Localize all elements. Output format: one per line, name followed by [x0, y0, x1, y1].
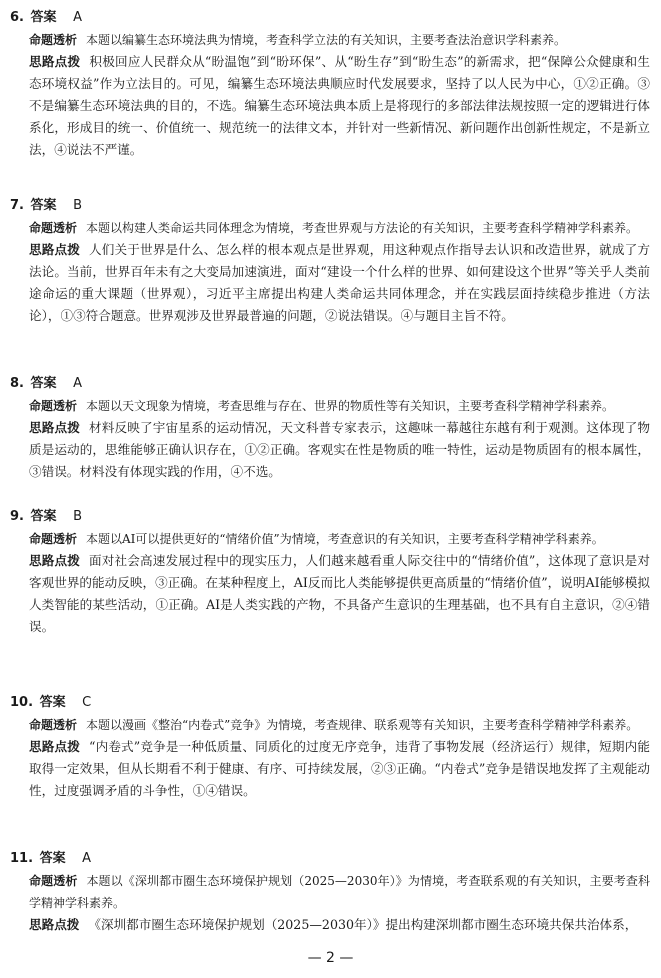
intro-paragraph: [29, 29, 650, 51]
intro-text: 本题以漫画《整治“内卷式”竞争》为情境，考查规律、联系观等有关知识，主要考查科学精神学科素养。: [86, 718, 639, 732]
question-number: 10.: [10, 695, 34, 710]
answer-letter: A: [82, 851, 92, 866]
answer-line: [10, 506, 650, 528]
intro-paragraph: [29, 528, 650, 550]
analysis-text: 面对社会高速发展过程中的现实压力，人们越来越看重人际交往中的“情绪价值”，这体现了意识是对客观世界的能动反映，③正确。在某种程度上，AI反而比人类能够提供更高质量的“情绪价值”，说明AI能够模拟人类智能的某些活动，①正确。AI是人类实践的产物，不具备产生意识的生理基础，也不具有自主意识，②④错误。: [29, 553, 650, 634]
question-number: 9.: [10, 509, 24, 524]
analysis-text: “内卷式”竞争是一种低质量、同质化的过度无序竞争，违背了事物发展（经济运行）规律，短期内能取得一定效果，但从长期看不利于健康、有序、可持续发展，②③正确。“内卷式”竞争是错误地发挥了主观能动性，过度强调矛盾的斗争性，①④错误。: [29, 739, 650, 798]
question-number: 7.: [10, 198, 24, 213]
answer-letter: C: [82, 695, 92, 710]
analysis-label: 思路点拨: [29, 54, 81, 69]
intro-paragraph: [29, 395, 650, 417]
intro-text: 本题以编纂生态环境法典为情境，考查科学立法的有关知识，主要考查法治意识学科素养。: [86, 33, 567, 47]
question-9: [10, 506, 650, 638]
intro-paragraph: [29, 217, 650, 239]
answer-label: 答案: [39, 695, 66, 710]
intro-paragraph: [29, 870, 650, 914]
analysis-paragraph: [29, 914, 650, 936]
analysis-label: 思路点拨: [29, 242, 81, 257]
analysis-text: 材料反映了宇宙星系的运动情况，天文科普专家表示，这趣味一幕越往东越有利于观测。这体现了物质是运动的，思维能够正确认识存在，①②正确。客观实在性是物质的唯一特性，运动是物质固有的根本属性，③错误。材料没有体现实践的作用，④不选。: [29, 420, 651, 479]
analysis-paragraph: [29, 550, 650, 638]
analysis-paragraph: [29, 239, 650, 327]
question-11: [10, 848, 650, 936]
question-number: 8.: [10, 376, 24, 391]
question-10: [10, 692, 650, 802]
answer-line: [10, 848, 650, 870]
intro-text: 本题以构建人类命运共同体理念为情境，考查世界观与方法论的有关知识，主要考查科学精神学科素养。: [86, 221, 639, 235]
question-8: [10, 373, 650, 483]
answer-label: 答案: [30, 198, 57, 213]
answer-line: [10, 195, 650, 217]
question-number: 6.: [10, 10, 24, 25]
intro-label: 命题透析: [29, 33, 78, 47]
intro-label: 命题透析: [29, 221, 78, 235]
analysis-paragraph: [29, 736, 650, 802]
answer-line: [10, 373, 650, 395]
intro-text: 本题以《深圳都市圈生态环境保护规划（2025—2030年）》为情境，考查联系观的有关知识，主要考查科学精神学科素养。: [29, 874, 650, 910]
intro-label: 命题透析: [29, 399, 78, 413]
answer-letter: B: [73, 198, 82, 213]
answer-line: [10, 7, 650, 29]
answer-letter: A: [73, 376, 82, 391]
answer-line: [10, 692, 650, 714]
intro-label: 命题透析: [29, 718, 78, 732]
analysis-label: 思路点拨: [29, 420, 81, 435]
analysis-text: 《深圳都市圈生态环境保护规划（2025—2030年）》提出构建深圳都市圈生态环境共保共治体系，: [88, 917, 638, 932]
intro-text: 本题以AI可以提供更好的“情绪价值”为情境，考查意识的有关知识，主要考查科学精神学科素养。: [86, 532, 604, 546]
page-number: — 2 —: [307, 950, 354, 966]
answer-letter: A: [73, 10, 82, 25]
analysis-text: 积极回应人民群众从“盼温饱”到“盼环保”、从“盼生存”到“盼生态”的新需求，把“保障公众健康和生态环境权益”作为立法目的。可见，编纂生态环境法典顺应时代发展要求，坚持了以人民为中心，①②正确。③不是编纂生态环境法典的目的，不选。编纂生态环境法典本质上是将现行的多部法律法规按照一定的逻辑进行体系化，形成目的统一、价值统一、规范统一的法律文本，并针对一些新情况、新问题作出创新性规定，不是新立法，④说法不严谨。: [29, 54, 650, 157]
analysis-label: 思路点拨: [29, 553, 80, 568]
analysis-text: 人们关于世界是什么、怎么样的根本观点是世界观，用这种观点作指导去认识和改造世界，就成了方法论。当前，世界百年未有之大变局加速演进，面对“建设一个什么样的世界、如何建设这个世界”等关乎人类前途命运的重大课题（世界观），习近平主席提出构建人类命运共同体理念，并在实践层面持续稳步推进（方法论），①③符合题意。世界观涉及世界最普遍的问题，②说法错误。④与题目主旨不符。: [29, 242, 651, 323]
intro-label: 命题透析: [29, 532, 78, 546]
analysis-label: 思路点拨: [29, 739, 80, 754]
answer-label: 答案: [39, 851, 66, 866]
answer-label: 答案: [30, 10, 57, 25]
answer-label: 答案: [30, 509, 57, 524]
intro-paragraph: [29, 714, 650, 736]
intro-label: 命题透析: [29, 874, 78, 888]
answer-label: 答案: [30, 376, 57, 391]
intro-text: 本题以天文现象为情境，考查思维与存在、世界的物质性等有关知识，主要考查科学精神学科素养。: [86, 399, 615, 413]
analysis-paragraph: [29, 51, 650, 161]
analysis-label: 思路点拨: [29, 917, 80, 932]
analysis-paragraph: [29, 417, 650, 483]
question-7: [10, 195, 650, 327]
answer-letter: B: [73, 509, 82, 524]
question-6: [10, 7, 650, 161]
question-number: 11.: [10, 851, 34, 866]
